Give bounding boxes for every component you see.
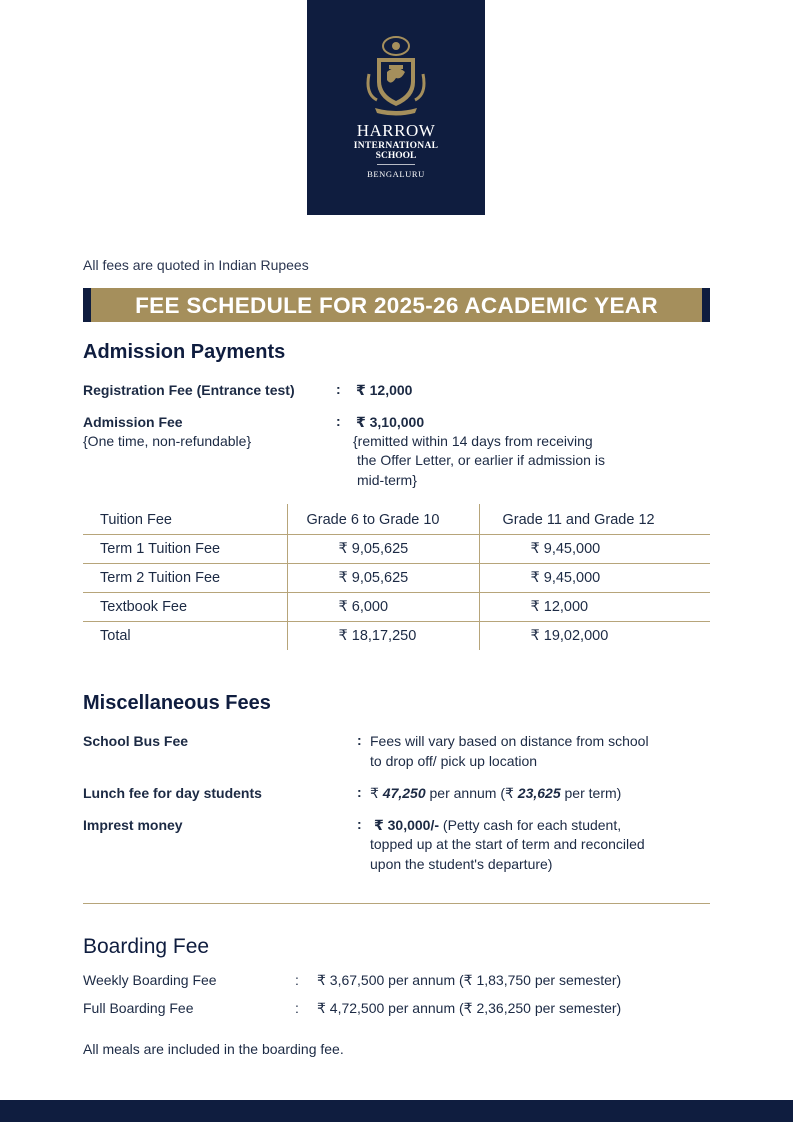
imprest-money-label: Imprest money (83, 817, 183, 833)
fee-schedule-banner: FEE SCHEDULE FOR 2025-26 ACADEMIC YEAR (83, 288, 710, 322)
table-cell: ₹ 9,45,000 (530, 569, 601, 586)
imprest-money-text: upon the student's departure) (370, 856, 553, 872)
table-cell: ₹ 6,000 (287, 592, 479, 621)
table-header-cell: Grade 6 to Grade 10 (287, 504, 479, 534)
colon: : (357, 816, 362, 832)
imprest-money-text: topped up at the start of term and reconciled (370, 836, 645, 852)
lunch-fee-amount (370, 784, 621, 804)
table-cell: ₹ 9,05,625 (287, 534, 479, 563)
table-cell: ₹ 9,05,625 (287, 563, 479, 592)
admission-fee-note: the Offer Letter, or earlier if admission is (357, 452, 605, 468)
table-cell: ₹ 9,45,000 (530, 540, 601, 557)
admission-fee-note: {remitted within 14 days from receiving (353, 433, 593, 449)
admission-fee-sublabel: {One time, non-refundable} (83, 433, 252, 449)
school-crest-icon (365, 34, 427, 116)
lunch-term-value: 23,625 (517, 785, 561, 801)
school-bus-text: to drop off/ pick up location (370, 753, 538, 769)
school-name-line2: INTERNATIONAL (353, 141, 439, 151)
table-cell: ₹ 18,17,250 (287, 621, 479, 650)
boarding-heading: Boarding Fee (83, 935, 210, 958)
colon: : (357, 784, 362, 800)
full-boarding-label: Full Boarding Fee (83, 1000, 194, 1016)
colon: : (336, 381, 341, 397)
footer-bar (0, 1100, 793, 1122)
school-bus-label: School Bus Fee (83, 733, 189, 749)
admission-fee-amount: ₹ 3,10,000 (356, 414, 425, 430)
table-cell: ₹ 19,02,000 (530, 627, 609, 644)
meals-note: All meals are included in the boarding fee. (83, 1041, 344, 1057)
table-row (83, 592, 710, 621)
section-divider (83, 903, 710, 904)
school-name-line3: SCHOOL (375, 151, 417, 161)
school-bus-text: Fees will vary based on distance from school (370, 733, 649, 749)
rupee-symbol: ₹ (370, 785, 383, 801)
admission-heading: Admission Payments (83, 341, 286, 363)
weekly-boarding-amount: ₹ 3,67,500 per annum (₹ 1,83,750 per semester) (317, 972, 622, 988)
table-header-cell: Tuition Fee (83, 504, 287, 534)
admission-fee-note: mid-term} (357, 472, 417, 488)
school-name: HARROW (356, 121, 436, 140)
weekly-boarding-label: Weekly Boarding Fee (83, 972, 217, 988)
full-boarding-amount: ₹ 4,72,500 per annum (₹ 2,36,250 per semester) (317, 1000, 622, 1016)
imprest-amount: ₹ 30,000/- (374, 817, 440, 833)
colon: : (336, 413, 341, 429)
table-cell: Term 1 Tuition Fee (83, 534, 287, 563)
table-row (83, 621, 710, 650)
table-cell: ₹ 12,000 (530, 598, 589, 615)
lunch-mid-text: per annum (₹ (425, 785, 518, 801)
table-cell: Total (83, 621, 287, 650)
lunch-fee-label: Lunch fee for day students (83, 785, 262, 801)
lunch-annual-value: 47,250 (382, 785, 426, 801)
colon: : (295, 972, 299, 988)
table-header-row (83, 504, 710, 534)
currency-note: All fees are quoted in Indian Rupees (83, 257, 309, 273)
school-location: BENGALURU (367, 169, 425, 179)
table-cell: Term 2 Tuition Fee (83, 563, 287, 592)
table-row (83, 563, 710, 592)
table-row (83, 534, 710, 563)
school-logo (307, 0, 485, 215)
table-header-cell: Grade 11 and Grade 12 (502, 511, 655, 528)
lunch-end-text: per term) (560, 785, 622, 801)
admission-fee-label: Admission Fee (83, 414, 183, 430)
misc-heading: Miscellaneous Fees (83, 692, 271, 714)
registration-fee-amount: ₹ 12,000 (356, 382, 413, 398)
registration-fee-label: Registration Fee (Entrance test) (83, 382, 295, 398)
imprest-text: (Petty cash for each student, (439, 817, 622, 833)
table-cell: Textbook Fee (83, 592, 287, 621)
logo-divider (377, 164, 415, 165)
colon: : (357, 732, 362, 748)
tuition-fee-table (83, 504, 710, 650)
imprest-money-text (374, 816, 621, 836)
colon: : (295, 1000, 299, 1016)
